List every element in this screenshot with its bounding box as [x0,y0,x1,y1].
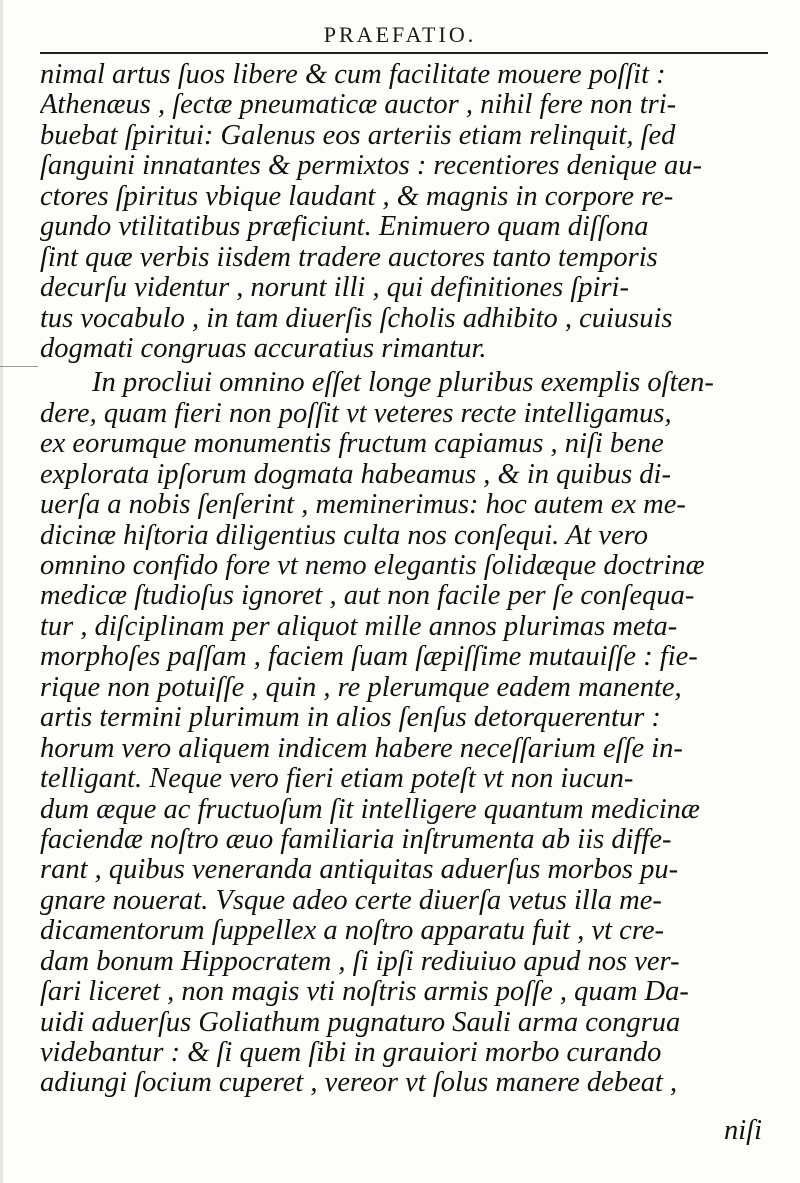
text-line: ſari liceret , non magis vti noſtris armis poſſe , quam Da- [40,977,689,1008]
text-line: telligant. Neque vero fieri etiam poteſt vt non iucun- [40,764,634,795]
text-line: dicamentorum ſuppellex a noſtro apparatu fuit , vt cre- [40,916,664,947]
text-line: Athenæus , ſectæ pneumaticæ auctor , nihil fere non tri- [40,90,677,121]
text-line: artis termini plurimum in alios ſenſus detorquerentur : [40,703,661,734]
text-line: dere, quam fieri non poſſit vt veteres recte intelligamus, [40,398,672,429]
text-line: horum vero aliquem indicem habere neceſſarium eſſe in- [40,733,683,764]
text-line: ex eorumque monumentis fructum capiamus , niſi bene [40,429,664,460]
text-line: medicæ ſtudioſus ignoret , aut non facile per ſe conſequa- [40,581,695,612]
text-line: tus vocabulo , in tam diuerſis ſcholis adhibito , cuiusuis [40,303,673,334]
text-line: videbantur : & ſi quem ſibi in grauiori morbo curando [40,1038,662,1068]
text-line: ctores ſpiritus vbique laudant , & magnis in corpore re- [40,181,674,212]
text-line: uerſa a nobis ſenſerint , meminerimus: hoc autem ex me- [40,490,686,521]
text-line: dum æque ac fructuoſum ſit intelligere quantum medicinæ [40,794,700,825]
text-line: gundo vtilitatibus præficiunt. Enimuero quam diſſona [40,212,649,243]
body-text [40,60,768,1099]
text-line: dam bonum Hippocratem , ſi ipſi rediuiuo apud nos ver- [40,946,680,977]
header-rule [40,52,768,54]
text-line: ſanguini innatantes & permixtos : recentiores denique au- [40,151,702,182]
text-line: In procliui omnino eſſet longe pluribus exemplis oſten- [92,368,714,399]
text-line: rique non potuiſſe , quin , re plerumque eadem manente, [40,672,682,703]
paragraph-1 [40,60,768,364]
text-line: rant , quibus veneranda antiquitas aduerſus morbos pu- [40,855,679,886]
text-line: explorata ipſorum dogmata habeamus , & in quibus di- [40,459,671,490]
text-line: buebat ſpiritui: Galenus eos arteriis etiam relinquit, ſed [40,120,676,151]
text-line: uidi aduerſus Goliathum pugnaturo Sauli arma congrua [40,1007,681,1038]
text-line: gnare nouerat. Vsque adeo certe diuerſa vetus illa me- [40,885,662,916]
margin-mark [0,366,38,367]
text-line: nimal artus ſuos libere & cum facilitate mouere poſſit : [40,60,666,90]
text-line: ſint quæ verbis iisdem tradere auctores tanto temporis [40,242,658,273]
text-line: dicinæ hiſtoria diligentius culta nos conſequi. At vero [40,520,648,551]
text-line: morphoſes paſſam , faciem ſuam ſæpiſſime mutauiſſe : fie- [40,642,698,673]
text-line: adiungi ſocium cuperet , vereor vt ſolus manere debeat , [40,1068,678,1099]
page-edge-shadow [0,0,3,1183]
paragraph-2 [40,368,768,1099]
text-line: decurſu videntur , norunt illi , qui definitiones ſpiri- [40,273,629,304]
text-line: tur , diſciplinam per aliquot mille annos plurimas meta- [40,611,678,642]
text-line: omnino confido fore vt nemo elegantis ſolidæque doctrinæ [40,551,705,581]
catchword: niſi [723,1115,762,1146]
text-line: faciendæ noſtro æuo familiaria inſtrumenta ab iis diffe- [40,824,672,855]
running-head: PRAEFATIO. [323,22,477,47]
text-line: dogmati congruas accuratius rimantur. [40,333,487,364]
